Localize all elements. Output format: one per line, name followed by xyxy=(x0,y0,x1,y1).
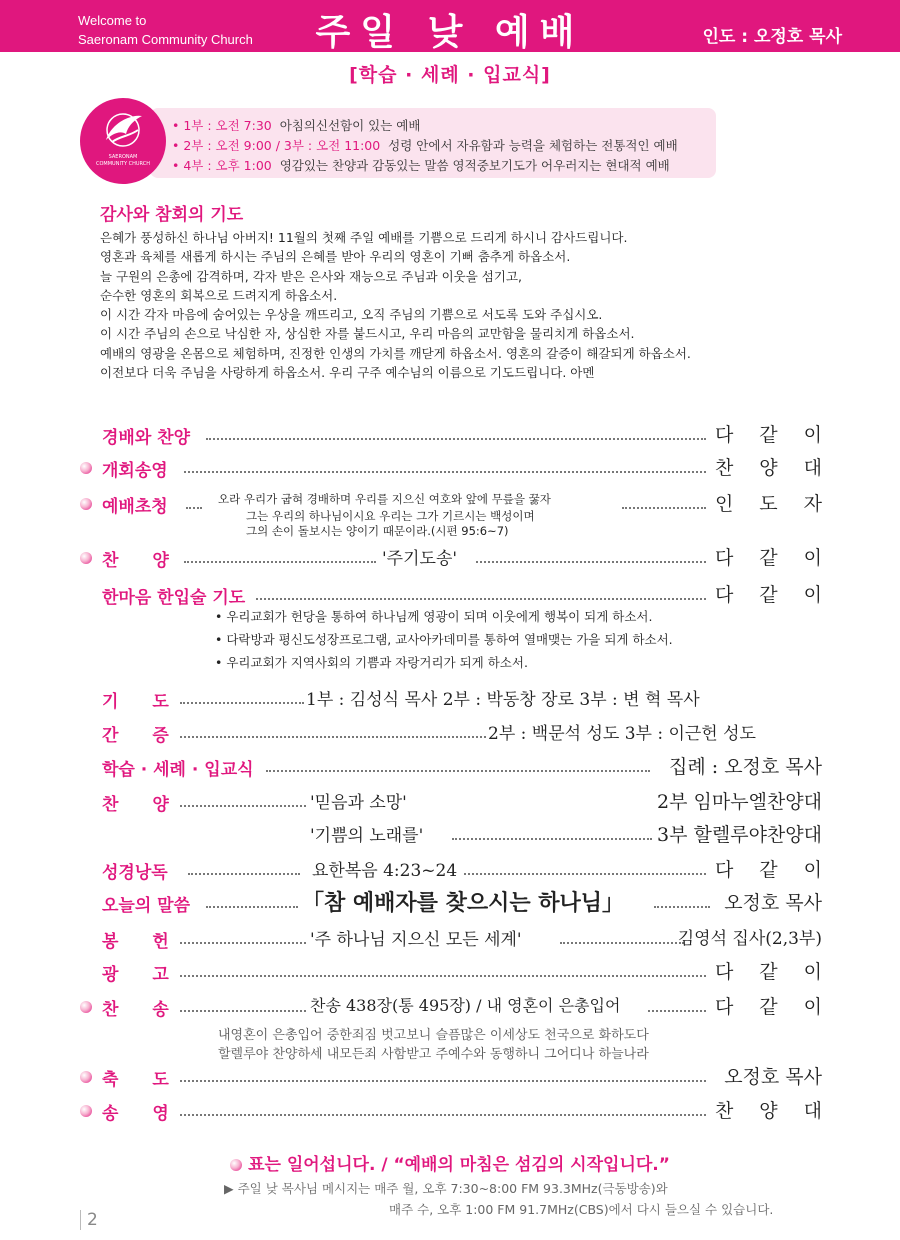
order-row-sermon xyxy=(80,888,830,918)
order-mid: 2부 : 백문석 성도 3부 : 이근헌 성도 xyxy=(488,724,756,744)
order-row-baptism xyxy=(80,752,830,782)
order-row-prayer xyxy=(80,684,830,714)
order-label: 송영 xyxy=(102,1104,203,1124)
leader-dots xyxy=(180,805,306,807)
service-time-label: • 2부 : 오전 9:00 / 3부 : 오전 11:00 xyxy=(172,138,381,153)
order-label: 학습 · 세례 · 입교식 xyxy=(102,760,254,780)
service-time-1 xyxy=(172,116,420,134)
list-item: • 다락방과 평신도성장프로그램, 교사아카데미를 통하여 열매맺는 가을 되게 하소서. xyxy=(215,632,673,647)
leader-dots xyxy=(206,906,298,908)
leader-dots xyxy=(266,770,650,772)
leader-dots xyxy=(622,507,706,509)
order-mid: 찬송 438장(통 495장) / 내 영혼이 은총입어 xyxy=(310,996,621,1015)
prayer-line: 영혼과 육체를 새롭게 하시는 주님의 은혜를 받아 우리의 영혼이 기뻐 춤추게 하옵소서. xyxy=(100,249,571,265)
logo-text xyxy=(80,154,166,168)
order-who: 오정호 목사 xyxy=(724,1066,822,1088)
order-mid: '주 하나님 지으신 모든 세계' xyxy=(310,930,522,950)
order-label: 오늘의 말씀 xyxy=(102,896,191,916)
broadcast-info xyxy=(224,1178,773,1220)
stand-bullet-icon xyxy=(80,498,92,510)
service-time-2 xyxy=(172,136,678,154)
prayer-line: 예배의 영광을 온몸으로 체험하며, 진정한 인생의 가치를 깨닫게 하옵소서. 영혼의 갈증이 해갈되게 하옵소서. xyxy=(100,345,691,361)
order-label: 예배초청 xyxy=(102,497,168,517)
leader-dots xyxy=(180,702,304,704)
leader-dots xyxy=(452,838,652,840)
stand-bullet-icon xyxy=(80,552,92,564)
leader-dots xyxy=(180,1114,706,1116)
order-label: 한마음 한입술 기도 xyxy=(102,588,246,608)
leader-dots xyxy=(464,873,706,875)
leader-dots xyxy=(256,598,706,600)
prayer-title: 감사와 참회의 기도 xyxy=(100,205,244,225)
header-bar xyxy=(0,0,900,52)
leader-dots xyxy=(180,736,486,738)
leader-dots xyxy=(654,906,710,908)
service-leader: 인도 : 오정호 목사 xyxy=(702,27,842,47)
order-who: 다같이 xyxy=(714,547,848,569)
page-title: 주일 낮 예배 xyxy=(315,12,585,53)
order-label: 개회송영 xyxy=(102,461,168,481)
order-who: 2부 임마누엘찬양대 xyxy=(657,791,822,813)
order-who: 다같이 xyxy=(714,424,848,446)
order-who: 3부 할렐루야찬양대 xyxy=(657,824,822,846)
order-row-opening xyxy=(80,453,848,483)
prayer-line: 이전보다 더욱 주님을 사랑하게 하옵소서. 우리 구주 예수님의 이름으로 기도드립니다. 아멘 xyxy=(100,365,595,381)
order-row-scripture xyxy=(80,855,848,885)
hymn-lyrics-line: 할렐루야 찬양하세 내모든죄 사함받고 주예수와 동행하니 그어디나 하늘나라 xyxy=(218,1047,649,1062)
leader-dots xyxy=(180,975,706,977)
order-who: 김영석 집사(2,3부) xyxy=(677,929,822,949)
order-row-testimony xyxy=(80,718,830,748)
stand-bullet-icon xyxy=(80,1105,92,1117)
order-label: 찬송 xyxy=(102,1000,203,1020)
stand-note xyxy=(0,1150,900,1175)
order-label: 봉헌 xyxy=(102,932,203,952)
unison-prayer-list xyxy=(215,605,673,674)
service-time-desc: 아침의신선함이 있는 예배 xyxy=(279,118,421,133)
leader-dots xyxy=(560,942,684,944)
list-item: • 우리교회가 지역사회의 기쁨과 자랑거리가 되게 하소서. xyxy=(215,655,528,670)
order-label: 성경낭독 xyxy=(102,863,168,883)
order-row-offering xyxy=(80,924,830,954)
order-label: 광고 xyxy=(102,965,203,985)
service-time-desc: 성령 안에서 자유함과 능력을 체험하는 전통적인 예배 xyxy=(388,138,678,153)
order-label: 간증 xyxy=(102,726,203,746)
order-label: 경배와 찬양 xyxy=(102,428,191,448)
leader-dots xyxy=(180,1080,706,1082)
stand-bullet-icon xyxy=(80,1001,92,1013)
order-who: 다같이 xyxy=(714,996,848,1018)
dove-icon xyxy=(98,112,148,148)
invitation-text: 그의 손이 돌보시는 양이기 때문이라.(시편 95:6~7) xyxy=(246,524,509,538)
logo-line-2: COMMUNITY CHURCH xyxy=(95,161,150,167)
hymn-lyrics xyxy=(218,1026,649,1064)
stand-bullet-icon xyxy=(80,1071,92,1083)
order-who: 다같이 xyxy=(714,859,848,881)
stand-note-text: 표는 일어섭니다. / “예배의 마침은 섬김의 시작입니다.” xyxy=(248,1155,670,1175)
order-who: 인도자 xyxy=(714,493,848,515)
leader-dots xyxy=(184,471,706,473)
order-who: 오정호 목사 xyxy=(724,892,822,914)
page-subtitle: [학습 · 세례 · 입교식] xyxy=(349,64,551,86)
broadcast-line: 매주 수, 오후 1:00 FM 91.7MHz(CBS)에서 다시 들으실 수 있습니다. xyxy=(389,1202,774,1217)
order-row-benediction xyxy=(80,1062,830,1092)
service-time-label: • 4부 : 오후 1:00 xyxy=(172,158,272,173)
prayer-text xyxy=(100,228,820,382)
invitation-text: 오라 우리가 굽혀 경배하며 우리를 지으신 여호와 앞에 무릎을 꿇자 xyxy=(218,492,551,506)
order-mid: 1부 : 김성식 목사 2부 : 박동창 장로 3부 : 변 혁 목사 xyxy=(306,690,700,710)
order-row-hymn xyxy=(80,992,848,1022)
stand-bullet-icon xyxy=(80,462,92,474)
leader-dots xyxy=(184,561,376,563)
church-logo xyxy=(80,98,166,184)
leader-dots xyxy=(186,507,202,509)
broadcast-line: ▶ 주일 낮 목사님 메시지는 매주 월, 오후 7:30~8:00 FM 93.3MHz(극동방송)와 xyxy=(224,1181,668,1196)
order-who: 다같이 xyxy=(714,584,848,606)
order-who: 집례 : 오정호 목사 xyxy=(669,756,822,778)
welcome-line-2: Saeronam Community Church xyxy=(78,32,253,47)
leader-dots xyxy=(180,1010,306,1012)
leader-dots xyxy=(476,561,706,563)
order-who: 다같이 xyxy=(714,961,848,983)
order-label: 기도 xyxy=(102,692,203,712)
prayer-line: 이 시간 주님의 손으로 낙심한 자, 상심한 자를 붙드시고, 우리 마음의 교만함을 물리치게 하옵소서. xyxy=(100,326,635,342)
hymn-lyrics-line: 내영혼이 은총입어 중한죄짐 벗고보니 슬픔많은 이세상도 천국으로 화하도다 xyxy=(218,1028,649,1043)
leader-dots xyxy=(188,873,300,875)
order-mid: '믿음과 소망' xyxy=(310,793,407,813)
order-mid: '기쁨의 노래를' xyxy=(310,826,424,846)
order-row-praise xyxy=(80,420,848,450)
invitation-text: 그는 우리의 하나님이시요 우리는 그가 기르시는 백성이며 xyxy=(246,509,535,523)
order-label: 찬양 xyxy=(102,795,203,815)
order-row-hymn-lords-prayer xyxy=(80,543,848,573)
order-mid: 요한복음 4:23~24 xyxy=(312,861,458,881)
order-row-anthem-2 xyxy=(80,820,830,850)
sermon-title: 「참 예배자를 찾으시는 하나님」 xyxy=(302,890,625,916)
order-row-announcements xyxy=(80,957,848,987)
leader-dots xyxy=(180,942,306,944)
order-mid: '주기도송' xyxy=(382,549,458,569)
logo-line-1: SAERONAM xyxy=(108,154,138,160)
order-who: 찬양대 xyxy=(714,1100,848,1122)
list-item: • 우리교회가 헌당을 통하여 하나님께 영광이 되며 이웃에게 행복이 되게 하소서. xyxy=(215,609,653,624)
prayer-line: 은혜가 풍성하신 하나님 아버지! 11월의 첫째 주일 예배를 기쁨으로 드리게 하시니 감사드립니다. xyxy=(100,230,628,245)
service-time-label: • 1부 : 오전 7:30 xyxy=(172,118,272,133)
service-time-3 xyxy=(172,156,670,174)
prayer-line: 이 시간 각자 마음에 숨어있는 우상을 깨뜨리고, 오직 주님의 기쁨으로 서도록 도와 주십시오. xyxy=(100,307,603,323)
order-label: 찬양 xyxy=(102,551,203,571)
order-who: 찬양대 xyxy=(714,457,848,479)
prayer-line: 순수한 영혼의 회복으로 드려지게 하옵소서. xyxy=(100,287,338,303)
order-label: 축도 xyxy=(102,1070,203,1090)
page-number: 2 xyxy=(80,1210,98,1230)
service-time-desc: 영감있는 찬양과 감동있는 말씀 영적중보기도가 어우러지는 현대적 예배 xyxy=(279,158,670,173)
leader-dots xyxy=(648,1010,706,1012)
stand-bullet-icon xyxy=(230,1159,242,1171)
prayer-line: 늘 구원의 은총에 감격하며, 각자 받은 은사와 재능으로 주님과 이웃을 섬기고, xyxy=(100,268,523,284)
order-row-doxology xyxy=(80,1096,848,1126)
leader-dots xyxy=(206,438,706,440)
order-row-anthem xyxy=(80,787,830,817)
welcome-line-1: Welcome to xyxy=(78,13,147,28)
